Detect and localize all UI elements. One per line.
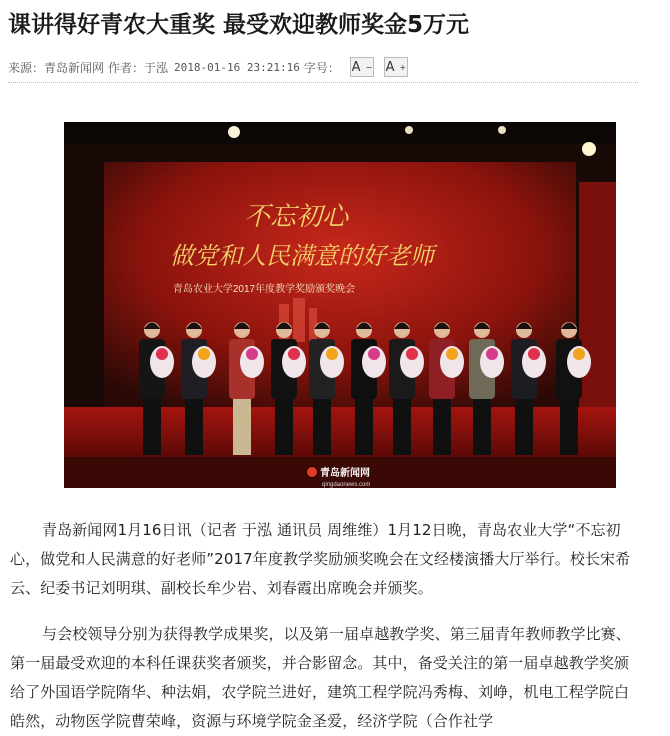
font-size-label: 字号： (303, 60, 340, 75)
article-photo (64, 122, 616, 488)
banner-calligraphy-1: 不忘初心 (243, 202, 349, 232)
watermark-url: qingdaonews.com (322, 482, 371, 488)
font-increase-button[interactable]: A + (384, 57, 408, 77)
source-label: 来源：青岛新闻网 (8, 60, 105, 75)
paragraph-2: 与会校领导分别为获得教学成果奖，以及第一届卓越教学奖、第三届青年教师教学比赛、第一届最受欢迎的本科任课获奖者颁奖，并合影留念。其中，备受关注的第一届卓越教学奖颁给了外国语学院隋华、种法娟，农学院兰进好，建筑工程学院冯秀梅、刘峥，机电工程学院白皓然，动物医学院曹荣峰，资源与环境学院金圣爱，经济学院（合作社学 (10, 625, 631, 730)
header-divider (8, 82, 638, 83)
author-label: 作者：于泓 (108, 60, 169, 75)
publish-time: 2018-01-16 23:21:16 (174, 60, 300, 74)
article-meta (8, 54, 638, 80)
font-decrease-button[interactable]: A − (350, 57, 374, 77)
banner-calligraphy-2: 做党和人民满意的好老师 (170, 242, 434, 270)
paragraph-1: 青岛新闻网1月16日讯（记者 于泓 通讯员 周维维）1月12日晚，青岛农业大学“不忘初心，做党和人民满意的好老师”2017年度教学奖励颁奖晚会在文经楼演播大厅举行。校长宋希云、纪委书记刘明琪、副校长牟少岩、刘春霞出席晚会并颁奖。 (10, 521, 631, 597)
plus-icon: + (399, 62, 407, 72)
banner-subtitle: 青岛农业大学2017年度教学奖励颁奖晚会 (172, 284, 356, 295)
watermark-logo: 青岛新闻网 (320, 468, 370, 479)
minus-icon: − (365, 62, 373, 72)
article-title: 课讲得好青农大重奖 最受欢迎教师奖金5万元 (8, 12, 470, 38)
